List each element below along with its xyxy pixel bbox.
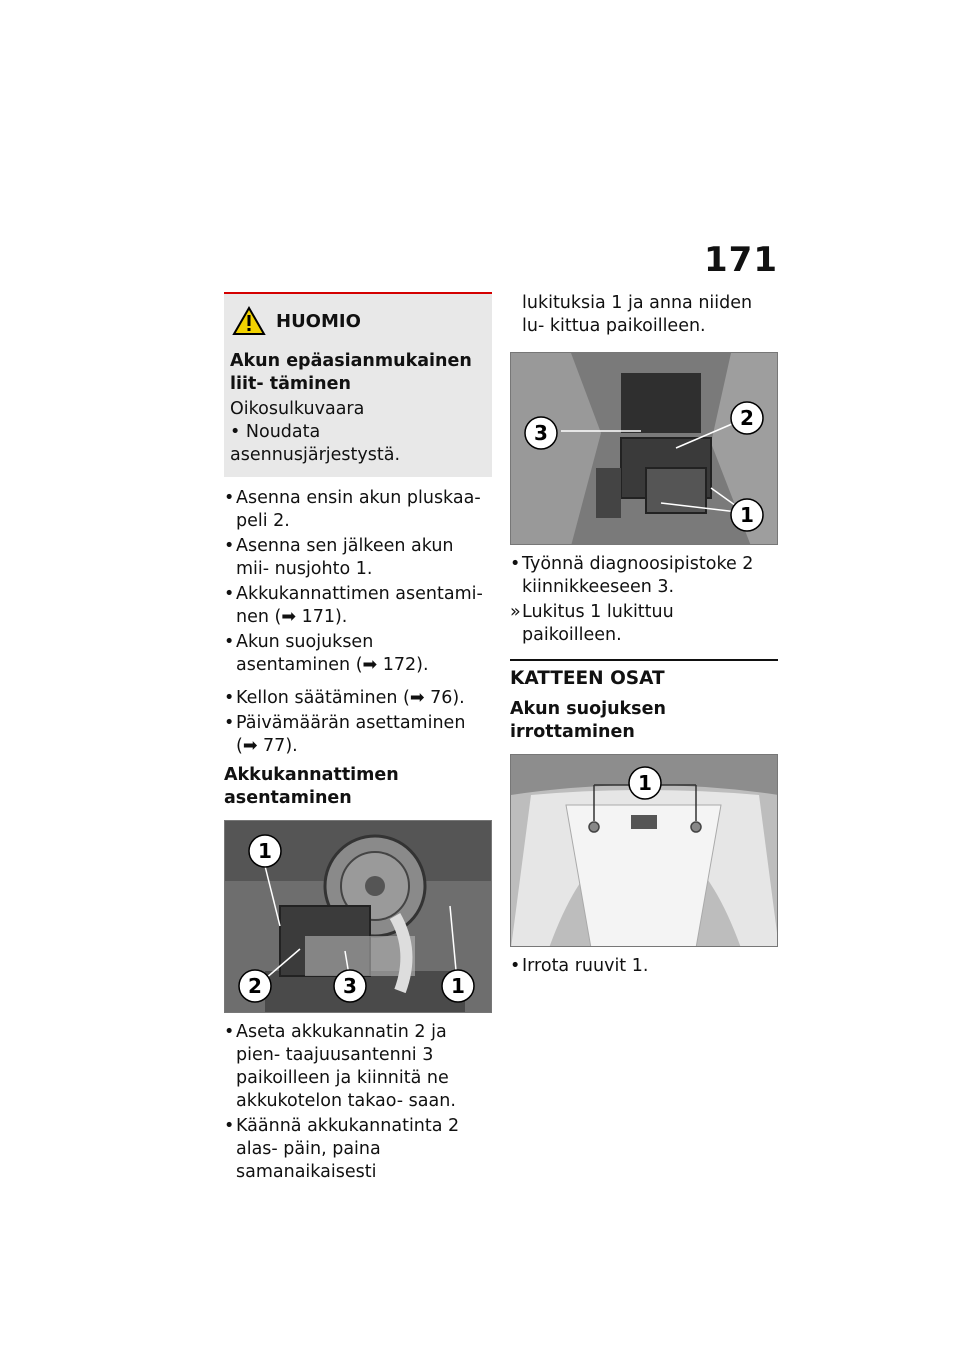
- steps-list-b: [224, 687, 492, 758]
- warning-header: [230, 306, 486, 336]
- steps-list-a: [224, 487, 492, 677]
- figure-battery-holder: [224, 820, 492, 1013]
- subheading-battery-holder: Akkukannattimen asentaminen: [224, 765, 399, 808]
- list-item: • Päivämäärän asettaminen (➡ 77).: [224, 712, 492, 758]
- steps-list-e: [510, 955, 778, 978]
- warning-heading: Akun epäasianmukainen liit- täminen: [230, 351, 472, 394]
- list-item: • Aseta akkukannatin 2 ja pien- taajuusantenni 3 paikoilleen ja kiinnitä ne akkukotelon takao- saan.: [224, 1021, 492, 1113]
- list-item: • Kellon säätäminen (➡ 76).: [224, 687, 492, 710]
- warning-box: [224, 292, 492, 477]
- callout-3: 3: [534, 421, 548, 445]
- warning-title: HUOMIO: [276, 310, 361, 332]
- list-item: • Asenna sen jälkeen akun mii- nusjohto 1.: [224, 535, 492, 581]
- subheading-cover-removal: Akun suojuksen irrottaminen: [510, 699, 666, 742]
- warning-triangle-icon: [232, 306, 266, 336]
- callout-1b: 1: [451, 974, 465, 998]
- callout-3: 3: [343, 974, 357, 998]
- list-item: • Asenna ensin akun pluskaa- peli 2.: [224, 487, 492, 533]
- result-item: » Lukitus 1 lukittuu paikoilleen.: [510, 601, 778, 647]
- list-item: • Työnnä diagnoosipistoke 2 kiinnikkeeseen 3.: [510, 553, 778, 599]
- list-item: • Akun suojuksen asentaminen (➡ 172).: [224, 631, 492, 677]
- steps-list-d: [510, 553, 778, 599]
- steps-list-c: [224, 1021, 492, 1184]
- result-list: [510, 601, 778, 647]
- warning-bullet: • Noudata asennusjärjestystä.: [230, 422, 401, 465]
- callout-1: 1: [638, 771, 652, 795]
- page-number: 171: [704, 240, 778, 280]
- callout-1: 1: [740, 503, 754, 527]
- callout-1: 1: [258, 839, 272, 863]
- continuation-text: lukituksia 1 ja anna niiden lu- kittua paikoilleen.: [522, 293, 753, 336]
- warning-subtitle: Oikosulkuvaara: [230, 399, 365, 419]
- callout-2: 2: [740, 406, 754, 430]
- figure-diagnosis-plug: [510, 352, 778, 545]
- section-heading: KATTEEN OSAT: [510, 659, 778, 690]
- figure-cover-screws: [510, 754, 778, 947]
- column-right: [510, 292, 778, 980]
- list-item: • Irrota ruuvit 1.: [510, 955, 778, 978]
- callout-2: 2: [248, 974, 262, 998]
- list-item: • Käännä akkukannatinta 2 alas- päin, paina samanaikaisesti: [224, 1115, 492, 1184]
- column-left: [224, 292, 492, 1186]
- list-item: • Akkukannattimen asentami- nen (➡ 171).: [224, 583, 492, 629]
